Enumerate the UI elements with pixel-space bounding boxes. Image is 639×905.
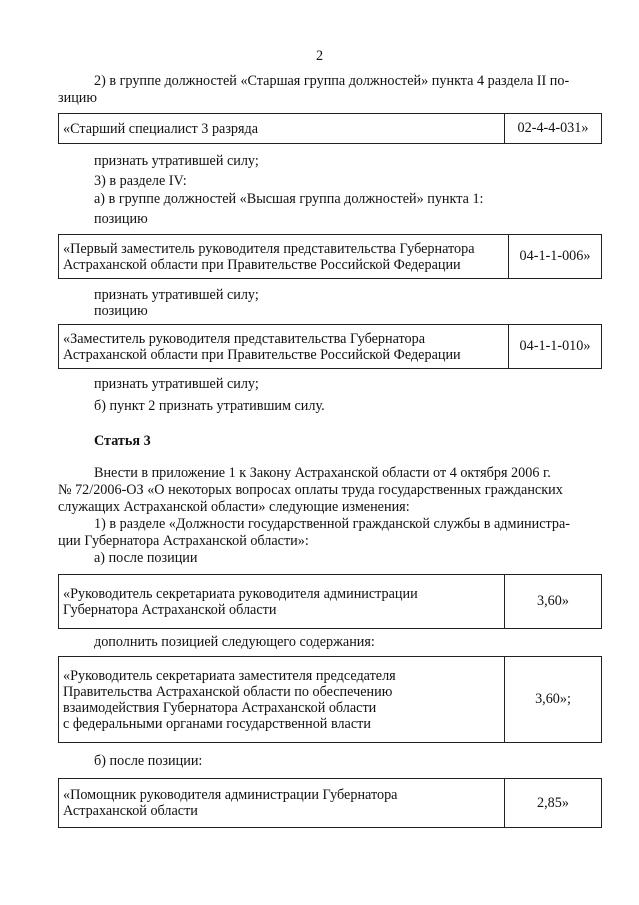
paragraph-after-position-a: а) после позиции xyxy=(94,550,198,566)
position-name-line1: «Руководитель секретариата заместителя председателя xyxy=(63,667,396,684)
paragraph-article3-line2: № 72/2006-ОЗ «О некоторых вопросах оплаты труда государственных гражданских xyxy=(58,482,563,498)
position-name-line2: Астраханской области xyxy=(63,803,198,819)
position-table-1 xyxy=(58,113,602,144)
position-name-cell xyxy=(59,657,505,742)
position-name-cell xyxy=(59,114,505,143)
paragraph-article3-line3: служащих Астраханской области» следующие изменения: xyxy=(58,499,410,515)
coefficient-cell xyxy=(505,779,601,827)
coefficient-cell xyxy=(505,575,601,628)
paragraph-repeal-3: признать утратившей силу; xyxy=(94,376,259,392)
position-code-cell xyxy=(505,114,601,143)
paragraph-repeal-1: признать утратившей силу; xyxy=(94,153,259,169)
position-code-cell xyxy=(509,325,601,368)
position-name-line1: «Помощник руководителя администрации Губернатора xyxy=(63,787,398,803)
position-name-line2: Губернатора Астраханской области xyxy=(63,601,277,618)
paragraph-subitem-b: б) пункт 2 признать утратившим силу. xyxy=(94,398,325,414)
position-name-cell xyxy=(59,779,505,827)
position-name-line1: «Первый заместитель руководителя представительства Губернатора xyxy=(63,240,475,257)
position-code: 04-1-1-010» xyxy=(519,338,591,354)
paragraph-subitem-a: а) в группе должностей «Высшая группа должностей» пункта 1: xyxy=(94,191,484,207)
position-name-cell xyxy=(59,235,509,278)
coefficient-value: 2,85» xyxy=(537,794,569,811)
paragraph-after-position-b: б) после позиции: xyxy=(94,753,203,769)
position-table-4 xyxy=(58,574,602,629)
position-name-line1: «Руководитель секретариата руководителя администрации xyxy=(63,585,418,602)
paragraph-position-2: позицию xyxy=(94,303,148,319)
position-name-line1: «Заместитель руководителя представительства Губернатора xyxy=(63,330,426,347)
paragraph-article3-line1: Внести в приложение 1 к Закону Астраханской области от 4 октября 2006 г. xyxy=(94,465,551,481)
position-name-line3: взаимодействия Губернатора Астраханской области xyxy=(63,699,377,716)
position-name-cell xyxy=(59,325,509,368)
coefficient-value: 3,60» xyxy=(537,593,569,609)
paragraph-section-iv: 3) в разделе IV: xyxy=(94,173,187,189)
position-name-line2: Правительства Астраханской области по обеспечению xyxy=(63,683,393,700)
position-name-line4: с федеральными органами государственной власти xyxy=(63,715,371,732)
article-heading: Статья 3 xyxy=(94,433,151,449)
position-table-2 xyxy=(58,234,602,279)
position-name-cell xyxy=(59,575,505,628)
position-name-line2: Астраханской области при Правительстве Российской Федерации xyxy=(63,256,461,273)
position-code-cell xyxy=(509,235,601,278)
position-code: 04-1-1-006» xyxy=(519,248,591,264)
paragraph-item2-line1: 2) в группе должностей «Старшая группа должностей» пункта 4 раздела II по- xyxy=(94,73,570,89)
position-table-3 xyxy=(58,324,602,369)
coefficient-cell xyxy=(505,657,601,742)
paragraph-position-1: позицию xyxy=(94,211,148,227)
paragraph-item1-line2: ции Губернатора Астраханской области»: xyxy=(58,533,309,549)
paragraph-repeal-2: признать утратившей силу; xyxy=(94,287,259,303)
page-number: 2 xyxy=(316,48,324,64)
position-table-5 xyxy=(58,656,602,743)
paragraph-item1-line1: 1) в разделе «Должности государственной гражданской службы в администра- xyxy=(94,516,571,532)
position-name-line2: Астраханской области при Правительстве Российской Федерации xyxy=(63,346,461,363)
position-code: 02-4-4-031» xyxy=(517,120,589,136)
position-name: «Старший специалист 3 разряда xyxy=(63,120,259,137)
paragraph-add-position: дополнить позицией следующего содержания: xyxy=(94,634,375,650)
paragraph-item2-line2: зицию xyxy=(58,90,97,106)
coefficient-value: 3,60»; xyxy=(535,691,571,707)
position-table-6 xyxy=(58,778,602,828)
